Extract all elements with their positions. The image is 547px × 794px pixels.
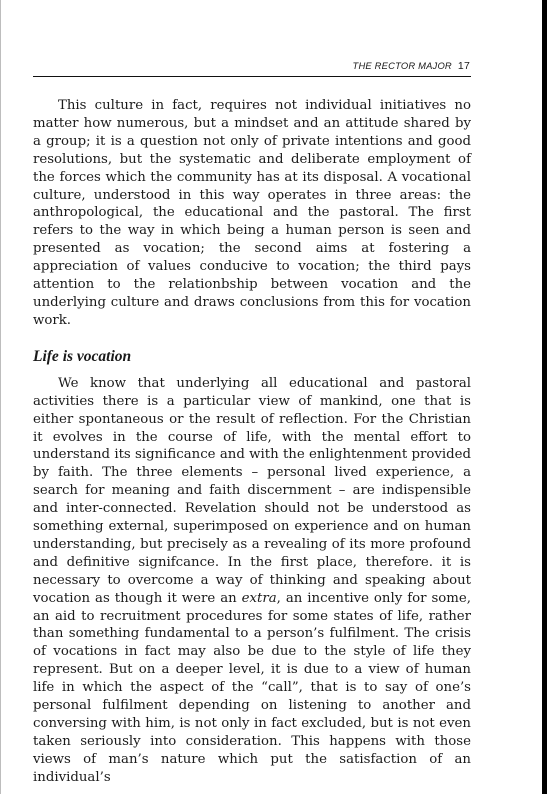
running-title: THE RECTOR MAJOR	[352, 60, 452, 71]
body-text	[33, 97, 471, 787]
section-heading: Life is vocation	[33, 347, 132, 365]
running-head	[32, 60, 470, 72]
paragraph	[33, 375, 471, 787]
page-number: 17	[457, 60, 470, 72]
paragraph-text: , an incentive only for some, an aid to recruitment procedures for some states of life, rather than something fundamental to a person’s fulfilment. The crisis of vocations in fact may also be due to the style of life they represent. But on a deeper level, it is due to a view of human life in which the aspect of the “call”, that is to say of one’s personal fulfilment depending on listening to another and conversing with him, is not only in fact excluded, but is not even taken seriously into consideration. This happens with those views of man’s nature which put the satisfaction of an individual’s	[33, 590, 471, 785]
paragraph: This culture in fact, requires not individual initiatives no matter how numerous, but a mindset and an attitude shared by a group; it is a question not only of private intentions and good resolutions, but the systematic and deliberate employment of the forces which the community has at its disposal. A vocational culture, understood in this way operates in three areas: the anthropological, the educational and the pastoral. The first refers to the way in which being a human person is seen and presented as vocation; the second aims at fostering a appreciation of values conducive to vocation; the third pays attention to the relationbship between vocation and the underlying culture and draws conclusions from this for vocation work.	[33, 98, 471, 328]
page-left-edge	[0, 0, 1, 794]
emphasis-text: extra	[241, 590, 277, 606]
page-right-edge	[542, 0, 547, 794]
header-rule	[33, 76, 471, 77]
paragraph-text: We know that underlying all educational and pastoral activities there is a particular view of mankind, one that is either spontaneous or the result of reflection. For the Christian it evolves in the course of life, with the mental effort to understand its significance and with the enlightenment provided by faith. The three elements – personal lived experience, a search for meaning and faith discernment – are indispensible and inter-connected. Revelation should not be understood as something external, superimposed on experience and on human understanding, but precisely as a revealing of its more profound and definitive signifcance. In the first place, therefore. it is necessary to overcome a way of thinking and speaking about vocation as though it were an	[33, 375, 471, 606]
